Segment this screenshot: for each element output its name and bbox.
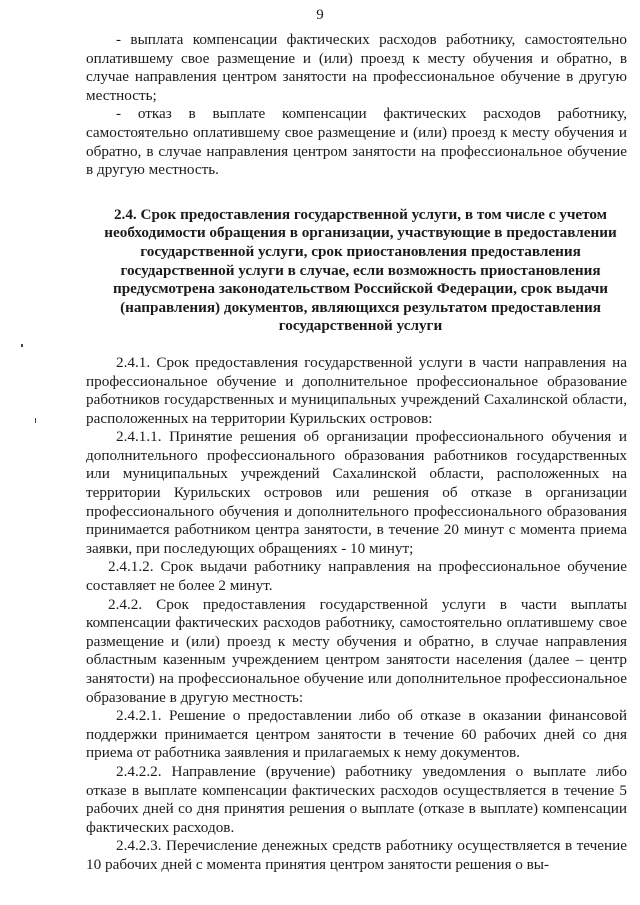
scan-artifact (21, 344, 23, 347)
paragraph: 2.4.2.2. Направление (вручение) работнику уведомления о выплате либо отказе в выплате компенсации фактических расходов осуществляется в течение 5 рабочих дней со дня принятия решения о выплате (отказе в выплате) компенсации фактических расходов. (86, 762, 627, 836)
scan-artifact (35, 418, 36, 423)
list-item: - отказ в выплате компенсации фактических расходов работнику, самостоятельно оплатившему свое размещение и (или) проезд к месту обучения и обратно, в случае направления центром занятости на профессиональное обучение в другую местность. (86, 105, 627, 179)
document-body (86, 31, 627, 875)
paragraph: 2.4.2.3. Перечисление денежных средств работнику осуществляется в течение 10 рабочих дней с момента принятия центром занятости решения о вы- (86, 837, 627, 873)
list-item: - выплата компенсации фактических расходов работнику, самостоятельно оплатившему свое размещение и (или) проезд к месту обучения и обратно, в случае направления центром занятости на профессиональное обучение в другую местность; (86, 31, 627, 104)
paragraph: 2.4.1.1. Принятие решения об организации профессионального обучения и дополнительного профессионального образования работников государственных или муниципальных учреждений Сахалинской области, расположенных на территории Курильских островов или решения об отказе в организации профессионального обучения и дополнительного профессионального образования принимается работником центра занятости, в течение 20 минут с момента приема заявки, при последующих обращениях - 10 минут; (86, 428, 627, 557)
paragraph: 2.4.1. Срок предоставления государственной услуги в части направления на профессиональное обучение и дополнительное профессиональное образование работников государственных и муниципальных учреждений Сахалинской области, расположенных на территории Курильских островов: (86, 353, 627, 427)
paragraph: 2.4.1.2. Срок выдачи работнику направления на профессиональное обучение составляет не более 2 минут. (86, 558, 627, 595)
page-number: 9 (316, 7, 324, 23)
paragraph: 2.4.2. Срок предоставления государственной услуги в части выплаты компенсации фактических расходов работнику, самостоятельно оплатившему свое размещение и (или) проезд к месту обучения и обратно, в случае направления областным казенным учреждением центром занятости населения (далее – центр занятости) на профессиональное обучение или дополнительное профессиональное образование в другую местность: (86, 595, 627, 706)
paragraph: 2.4.2.1. Решение о предоставлении либо об отказе в оказании финансовой поддержки принимается центром занятости в течение 60 рабочих дней со дня приема от работника заявления и прилагаемых к нему документов. (86, 707, 627, 762)
section-heading: 2.4. Срок предоставления государственной услуги, в том числе с учетом необходимости обращения в организации, участвующие в предоставлении государственной услуги, срок приостановления предоставления государственной услуги в случае, если возможность приостановления предусмотрена законодательством Российской Федерации, срок выдачи (направления) документов, являющихся результатом предоставления государственной услуги (104, 205, 617, 335)
